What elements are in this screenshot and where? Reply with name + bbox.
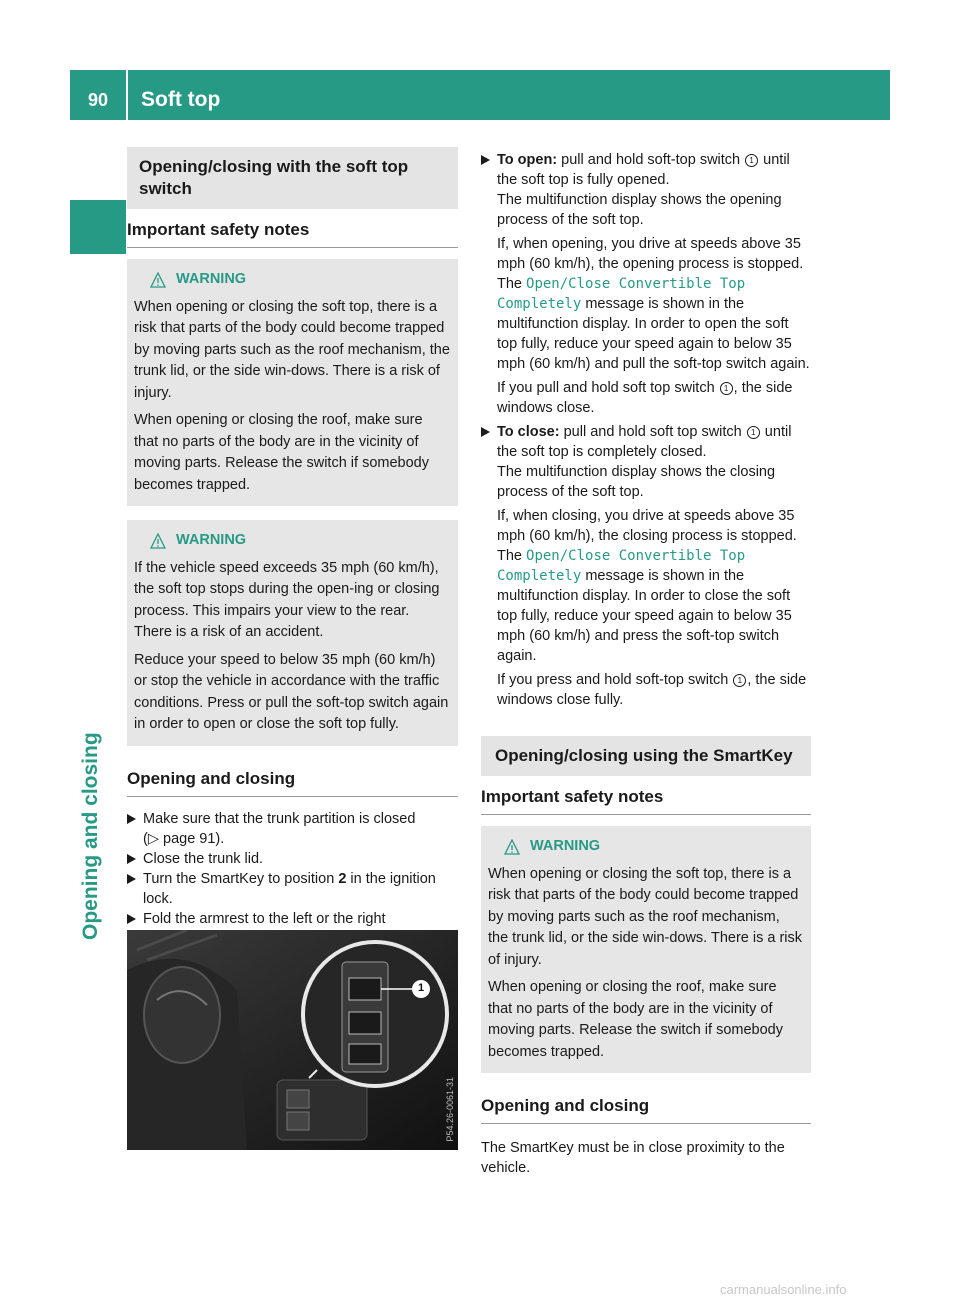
list-item: Close the trunk lid. (127, 849, 458, 869)
arrow-icon (127, 874, 136, 884)
chapter-label: Opening and closing (79, 732, 102, 940)
arrow-icon (481, 427, 490, 437)
circled-number: 1 (745, 154, 758, 167)
warning-text: When opening or closing the roof, make sure that no parts of the body are in the vicinity of moving parts. Release the switch if somebody becomes trapped. (134, 412, 429, 493)
warning-label: WARNING (176, 532, 247, 548)
warning-box (127, 259, 458, 506)
steps-list (127, 809, 458, 949)
warning-icon (150, 533, 166, 549)
subheading: Important safety notes (481, 786, 811, 815)
paragraph: If, when closing, you drive at speeds above 35 mph (60 km/h), the closing process is stopped. The Open/Close Convertible Top Completely message is shown in the multifunction display. In order to close the soft top fully, reduce your speed again to below 35 mph (60 km/h) and press the soft-top switch again. (497, 508, 797, 664)
image-code: P54.26-0061-31 (445, 1077, 455, 1142)
section-heading: Opening/closing with the soft top switch (127, 147, 458, 209)
warning-text: When opening or closing the soft top, there is a risk that parts of the body could become trapped by moving parts such as the roof mechanism, the trunk lid, or the side win-dows. There is a risk of injury. (134, 298, 450, 401)
warning-box (127, 520, 458, 746)
soft-top-switch-photo (127, 930, 458, 1150)
warning-text: Reduce your speed to below 35 mph (60 km/h) or stop the vehicle in accordance with the traffic conditions. Press or pull the soft-top switch again in order to open or close the soft top fully. (134, 651, 449, 732)
warning-text: When opening or closing the roof, make sure that no parts of the body are in the vicinity of moving parts. Release the switch if somebody becomes trapped. (488, 979, 783, 1060)
display-message: Open/Close Convertible Top Completely (497, 276, 746, 312)
list-item: To open: pull and hold soft-top switch 1 until the soft top is fully opened. (481, 150, 811, 190)
paragraph: The multifunction display shows the closing process of the soft top. (497, 464, 776, 500)
list-item: To close: pull and hold soft top switch 1 until the soft top is completely closed. (481, 422, 811, 462)
section-heading: Opening/closing using the SmartKey (481, 736, 811, 776)
circled-number: 1 (720, 382, 733, 395)
warning-icon (150, 272, 166, 288)
callout-number: 1 (417, 982, 425, 994)
subheading: Opening and closing (127, 768, 458, 797)
paragraph: If you press and hold soft-top switch 1 , the side windows close fully. (497, 672, 807, 708)
warning-icon (504, 839, 520, 855)
sidebar-tab (70, 200, 126, 254)
arrow-icon (127, 854, 136, 864)
warning-title (488, 836, 803, 858)
paragraph: If, when opening, you drive at speeds above 35 mph (60 km/h), the opening process is stopped. The Open/Close Convertible Top Completely message is shown in the multifunction display. In order to open the soft top fully, reduce your speed again to below 35 mph (60 km/h) and pull the soft-top switch again. (497, 236, 810, 372)
arrow-icon (127, 914, 136, 924)
circled-number: 1 (733, 674, 746, 687)
list-item: Make sure that the trunk partition is closed (▷ page 91). (127, 809, 458, 849)
arrow-icon (481, 155, 490, 165)
switch-illustration (127, 930, 458, 1150)
subheading: Important safety notes (127, 219, 458, 248)
paragraph: The SmartKey must be in close proximity to the vehicle. (481, 1140, 785, 1176)
page-number: 90 (87, 90, 109, 110)
subheading: Opening and closing (481, 1095, 811, 1124)
warning-text: If the vehicle speed exceeds 35 mph (60 km/h), the soft top stops during the open-ing or closing process. This impairs your view to the rear. There is a risk of an accident. (134, 559, 440, 640)
right-column (481, 150, 811, 1178)
warning-title (134, 530, 450, 552)
circled-number: 1 (747, 426, 760, 439)
paragraph: The multifunction display shows the opening process of the soft top. (497, 192, 782, 228)
arrow-icon (127, 814, 136, 824)
warning-title (134, 269, 450, 291)
section-title: Soft top (141, 88, 221, 111)
warning-box (481, 826, 811, 1073)
watermark: carmanualsonline.info (720, 1282, 847, 1297)
warning-label: WARNING (176, 271, 247, 287)
list-item: Fold the armrest to the left or the right (127, 909, 458, 949)
list-item: Turn the SmartKey to position 2 in the ignition lock. (127, 869, 458, 909)
display-message: Open/Close Convertible Top Completely (497, 548, 746, 584)
left-column (127, 147, 458, 949)
warning-text: When opening or closing the soft top, there is a risk that parts of the body could become trapped by moving parts such as the roof mechanism, the trunk lid, or the side win-dows. There is a risk of injury. (488, 865, 803, 968)
header-divider (126, 70, 128, 120)
paragraph: If you pull and hold soft top switch 1 , the side windows close. (497, 380, 793, 416)
warning-label: WARNING (530, 838, 601, 854)
